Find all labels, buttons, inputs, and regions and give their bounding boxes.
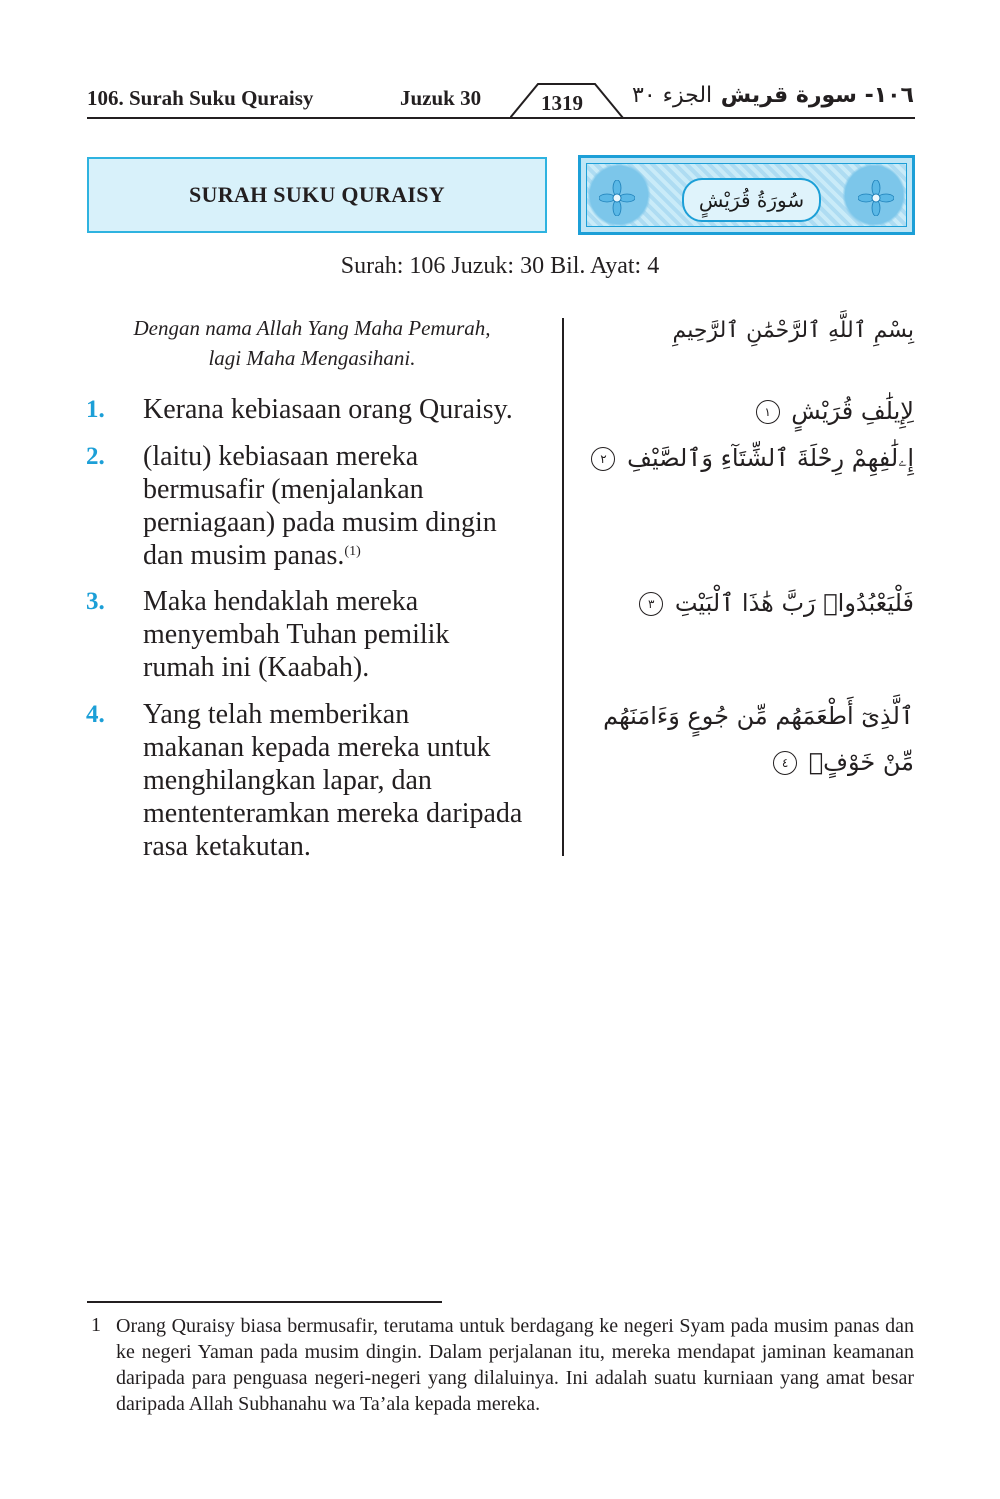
header-arabic-surah: ١٠٦- سورة قريش (720, 83, 914, 108)
basmala-line-1: Dengan nama Allah Yang Maha Pemurah, (133, 316, 491, 340)
basmala-translation (90, 313, 534, 373)
verse-line (143, 539, 563, 572)
verse-text (143, 393, 563, 426)
verse-arabic (591, 444, 914, 472)
verse-line: menghilangkan lapar, dan (143, 765, 432, 796)
surah-title-box (87, 157, 547, 233)
verse-line: Maka hendaklah mereka (143, 586, 419, 617)
verse-arabic (773, 748, 914, 776)
header-juz-label: Juzuk 30 (400, 86, 482, 110)
rosette-icon (599, 180, 635, 216)
footnote-text: Orang Quraisy biasa bermusafir, terutama untuk berdagang ke negeri Syam pada musim panas dan ke negeri Yaman pada musim dingin. Dalam perjalanan itu, mereka mendapat jaminan keamanan daripada para penguasa negeri-negeri yang dilaluinya. Ini adalah suatu kurniaan yang amat besar daripada Allah Subhanahu wa Ta’ala kepada mereka. (116, 1315, 914, 1415)
header-rule (87, 117, 915, 119)
verse-arabic (639, 589, 914, 617)
verse-line: Kerana kebiasaan orang Quraisy. (143, 394, 513, 425)
verse-line: rasa ketakutan. (143, 831, 311, 862)
verse-line: perniagaan) pada musim dingin (143, 507, 497, 538)
verse-arabic-text: مِّنْ خَوْفٍۭ (808, 748, 914, 776)
verse-number: 2. (86, 443, 105, 470)
verse-line-text: dan musim panas. (143, 540, 345, 571)
verse-line: makanan kepada mereka untuk (143, 732, 491, 763)
surah-meta: Surah: 106 Juzuk: 30 Bil. Ayat: 4 (340, 253, 660, 279)
header-arabic-juz: الجزء ٣٠ (632, 83, 713, 108)
verse-line: menyembah Tuhan pemilik (143, 619, 450, 650)
verse-line: mententeramkan mereka daripada (143, 798, 523, 829)
verse-line: rumah ini (Kaabah). (143, 652, 370, 683)
footnote-number: 1 (91, 1314, 101, 1336)
ayah-marker: ٤ (773, 751, 797, 775)
ayah-marker: ١ (756, 400, 780, 424)
verse-text (143, 440, 563, 572)
verse-arabic-text: فَلْيَعْبُدُوا۟ رَبَّ هَٰذَا ٱلْبَيْتِ (674, 589, 914, 617)
basmala-line-2: lagi Maha Mengasihani. (208, 346, 416, 370)
verse-line: Yang telah memberikan (143, 699, 410, 730)
ayah-marker: ٣ (639, 592, 663, 616)
verse-arabic-text: إِۦلَٰفِهِمْ رِحْلَةَ ٱلشِّتَآءِ وَٱلصَّيْفِ (627, 444, 914, 472)
verse-arabic (756, 397, 914, 425)
ayah-marker: ٢ (591, 447, 615, 471)
footnote-ref: (1) (344, 544, 361, 559)
rosette-icon (858, 180, 894, 216)
surah-title: SURAH SUKU QURAISY (189, 182, 445, 207)
arabic-surah-name: سُورَةُ قُرَيْشٍ (682, 178, 821, 222)
page-number: 1319 (541, 91, 583, 115)
verse-number: 3. (86, 588, 105, 615)
verse-text (143, 585, 563, 684)
arabic-title-ornament (578, 155, 915, 235)
basmala-arabic: بِسْمِ ٱللَّهِ ٱلرَّحْمَٰنِ ٱلرَّحِيمِ (672, 318, 914, 343)
footnote-rule (87, 1301, 442, 1303)
verse-text (143, 698, 563, 863)
verse-number: 1. (86, 396, 105, 423)
ornament-pattern (586, 163, 907, 227)
header-surah-label: 106. Surah Suku Quraisy (87, 86, 314, 110)
verse-number: 4. (86, 701, 105, 728)
verse-line: (laitu) kebiasaan mereka (143, 441, 419, 472)
verse-arabic-line: ٱلَّذِىٓ أَطْعَمَهُم مِّن جُوعٍ وَءَامَنَهُم (603, 702, 914, 730)
verse-arabic-text: لِإِيلَٰفِ قُرَيْشٍ (791, 397, 914, 425)
verse-line: bermusafir (menjalankan (143, 474, 424, 505)
